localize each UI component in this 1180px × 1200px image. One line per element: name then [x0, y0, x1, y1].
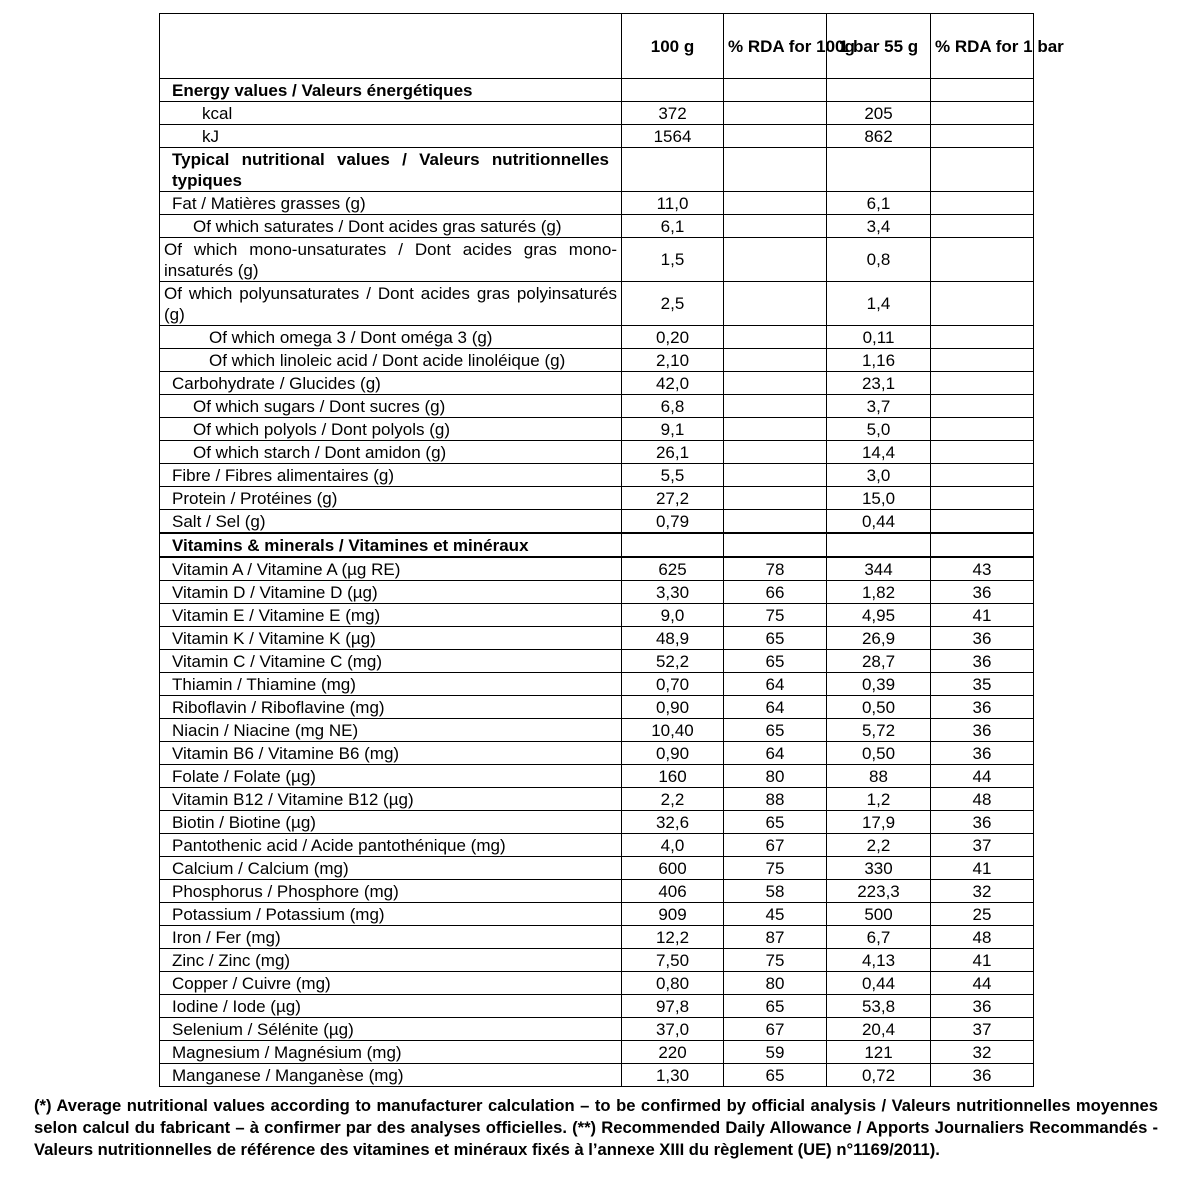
- nutrient-label: Riboflavin / Riboflavine (mg): [160, 696, 622, 719]
- section-heading: Vitamins & minerals / Vitamines et minéraux: [160, 533, 622, 557]
- rda-bar: 41: [931, 604, 1034, 627]
- rda-100g: 58: [724, 880, 827, 903]
- value-100g: 0,79: [622, 510, 724, 534]
- table-row: [160, 627, 1034, 650]
- rda-bar: [931, 510, 1034, 534]
- nutrition-table-body: [160, 14, 1064, 1087]
- empty-cell: [622, 533, 724, 557]
- rda-100g: 65: [724, 627, 827, 650]
- rda-100g: 64: [724, 673, 827, 696]
- nutrient-label: Phosphorus / Phosphore (mg): [160, 880, 622, 903]
- nutrient-label: Zinc / Zinc (mg): [160, 949, 622, 972]
- value-bar: 0,39: [827, 673, 931, 696]
- header-per-100g: 100 g: [622, 14, 724, 79]
- section-energy: [160, 79, 1034, 102]
- value-100g: 4,0: [622, 834, 724, 857]
- value-bar: 6,7: [827, 926, 931, 949]
- rda-bar: [931, 125, 1034, 148]
- rda-bar: 41: [931, 949, 1034, 972]
- table-row: [160, 719, 1034, 742]
- rda-bar: 48: [931, 926, 1034, 949]
- rda-bar: 25: [931, 903, 1034, 926]
- table-row: [160, 926, 1034, 949]
- empty-cell: [827, 533, 931, 557]
- value-bar: 0,11: [827, 326, 931, 349]
- value-100g: 48,9: [622, 627, 724, 650]
- rda-100g: 80: [724, 972, 827, 995]
- empty-cell: [724, 533, 827, 557]
- rda-100g: [724, 372, 827, 395]
- table-row: [160, 238, 1034, 282]
- rda-100g: [724, 238, 827, 282]
- value-bar: 4,95: [827, 604, 931, 627]
- rda-100g: 80: [724, 765, 827, 788]
- rda-bar: [931, 326, 1034, 349]
- table-row: [160, 673, 1034, 696]
- table-row: [160, 418, 1034, 441]
- rda-100g: [724, 464, 827, 487]
- empty-cell: [931, 533, 1034, 557]
- rda-100g: 67: [724, 1018, 827, 1041]
- rda-100g: [724, 510, 827, 534]
- value-bar: 121: [827, 1041, 931, 1064]
- table-row: [160, 604, 1034, 627]
- value-bar: 15,0: [827, 487, 931, 510]
- rda-bar: 35: [931, 673, 1034, 696]
- value-100g: 0,70: [622, 673, 724, 696]
- value-bar: 17,9: [827, 811, 931, 834]
- nutrient-label: Iodine / Iode (µg): [160, 995, 622, 1018]
- nutrient-label: Protein / Protéines (g): [160, 487, 622, 510]
- rda-100g: 65: [724, 650, 827, 673]
- value-bar: 53,8: [827, 995, 931, 1018]
- value-100g: 1,5: [622, 238, 724, 282]
- rda-100g: 45: [724, 903, 827, 926]
- value-bar: 3,4: [827, 215, 931, 238]
- value-100g: 0,20: [622, 326, 724, 349]
- rda-bar: [931, 349, 1034, 372]
- nutrient-label: Vitamin E / Vitamine E (mg): [160, 604, 622, 627]
- table-row: [160, 464, 1034, 487]
- nutrient-label: Manganese / Manganèse (mg): [160, 1064, 622, 1087]
- empty-cell: [724, 79, 827, 102]
- nutrient-label: Vitamin B6 / Vitamine B6 (mg): [160, 742, 622, 765]
- rda-100g: 75: [724, 857, 827, 880]
- rda-100g: 75: [724, 604, 827, 627]
- footnote: (*) Average nutritional values according to manufacturer calculation – to be confirmed by official analysis / Valeurs nutritionnelles moyennes selon calcul du fabricant – à confirmer par des analyses officielles. (**) Recommended Daily Allowance / Apports Journaliers Recommandés - Valeurs nutritionnelles de référence des vitamines et minéraux fixés à l’annexe XIII du règlement (UE) n°1169/2011).: [34, 1096, 1158, 1159]
- nutrient-label: Calcium / Calcium (mg): [160, 857, 622, 880]
- rda-bar: 44: [931, 765, 1034, 788]
- rda-100g: [724, 441, 827, 464]
- rda-100g: 65: [724, 995, 827, 1018]
- header-rda-bar: % RDA for 1 bar: [931, 14, 1034, 79]
- value-bar: 1,82: [827, 581, 931, 604]
- value-bar: 0,72: [827, 1064, 931, 1087]
- value-bar: 20,4: [827, 1018, 931, 1041]
- value-100g: 12,2: [622, 926, 724, 949]
- table-row: [160, 949, 1034, 972]
- value-bar: 3,0: [827, 464, 931, 487]
- rda-bar: [931, 282, 1034, 326]
- value-bar: 3,7: [827, 395, 931, 418]
- nutrient-label: Fat / Matières grasses (g): [160, 192, 622, 215]
- rda-bar: 32: [931, 880, 1034, 903]
- nutrient-label: Biotin / Biotine (µg): [160, 811, 622, 834]
- nutrient-label: Folate / Folate (µg): [160, 765, 622, 788]
- rda-100g: 75: [724, 949, 827, 972]
- empty-cell: [622, 79, 724, 102]
- rda-bar: 36: [931, 650, 1034, 673]
- value-bar: 0,50: [827, 696, 931, 719]
- value-100g: 625: [622, 557, 724, 581]
- value-bar: 14,4: [827, 441, 931, 464]
- rda-bar: 36: [931, 581, 1034, 604]
- rda-100g: 65: [724, 811, 827, 834]
- value-bar: 0,50: [827, 742, 931, 765]
- rda-bar: 48: [931, 788, 1034, 811]
- section-heading: Energy values / Valeurs énergétiques: [160, 79, 622, 102]
- rda-bar: [931, 441, 1034, 464]
- rda-100g: 88: [724, 788, 827, 811]
- value-100g: 97,8: [622, 995, 724, 1018]
- table-row: [160, 510, 1034, 534]
- table-row: [160, 995, 1034, 1018]
- value-100g: 2,10: [622, 349, 724, 372]
- nutrient-label: Of which saturates / Dont acides gras saturés (g): [160, 215, 622, 238]
- table-row: [160, 487, 1034, 510]
- table-row: [160, 650, 1034, 673]
- rda-100g: [724, 192, 827, 215]
- header-per-bar: 1 bar 55 g: [827, 14, 931, 79]
- rda-100g: 66: [724, 581, 827, 604]
- table-row: [160, 441, 1034, 464]
- nutrient-label: Of which polyols / Dont polyols (g): [160, 418, 622, 441]
- value-100g: 406: [622, 880, 724, 903]
- value-bar: 2,2: [827, 834, 931, 857]
- section-typical: [160, 148, 1034, 192]
- nutrient-label: Magnesium / Magnésium (mg): [160, 1041, 622, 1064]
- table-row: [160, 557, 1034, 581]
- nutrient-label: Pantothenic acid / Acide pantothénique (mg): [160, 834, 622, 857]
- value-100g: 52,2: [622, 650, 724, 673]
- rda-100g: [724, 418, 827, 441]
- rda-bar: 43: [931, 557, 1034, 581]
- rda-100g: [724, 125, 827, 148]
- rda-bar: [931, 418, 1034, 441]
- rda-100g: 67: [724, 834, 827, 857]
- table-row: [160, 349, 1034, 372]
- value-100g: 11,0: [622, 192, 724, 215]
- table-row: [160, 192, 1034, 215]
- value-bar: 1,4: [827, 282, 931, 326]
- value-100g: 9,0: [622, 604, 724, 627]
- rda-100g: [724, 215, 827, 238]
- rda-bar: [931, 192, 1034, 215]
- nutrient-label: Carbohydrate / Glucides (g): [160, 372, 622, 395]
- rda-100g: 64: [724, 696, 827, 719]
- value-100g: 10,40: [622, 719, 724, 742]
- value-100g: 6,1: [622, 215, 724, 238]
- value-100g: 5,5: [622, 464, 724, 487]
- value-bar: 26,9: [827, 627, 931, 650]
- rda-bar: [931, 102, 1034, 125]
- value-100g: 7,50: [622, 949, 724, 972]
- value-bar: 4,13: [827, 949, 931, 972]
- table-row: [160, 857, 1034, 880]
- empty-cell: [622, 148, 724, 192]
- nutrient-label: Vitamin B12 / Vitamine B12 (µg): [160, 788, 622, 811]
- rda-100g: 65: [724, 719, 827, 742]
- rda-bar: 36: [931, 995, 1034, 1018]
- rda-bar: 44: [931, 972, 1034, 995]
- nutrient-label: Of which sugars / Dont sucres (g): [160, 395, 622, 418]
- table-row: [160, 1064, 1034, 1087]
- value-bar: 862: [827, 125, 931, 148]
- header-label: [160, 14, 622, 79]
- value-100g: 32,6: [622, 811, 724, 834]
- rda-bar: [931, 215, 1034, 238]
- table-row: [160, 972, 1034, 995]
- value-100g: 27,2: [622, 487, 724, 510]
- value-bar: 1,16: [827, 349, 931, 372]
- empty-cell: [931, 148, 1034, 192]
- nutrient-label: Vitamin D / Vitamine D (µg): [160, 581, 622, 604]
- value-bar: 28,7: [827, 650, 931, 673]
- nutrient-label: Vitamin K / Vitamine K (µg): [160, 627, 622, 650]
- table-row: [160, 215, 1034, 238]
- value-100g: 909: [622, 903, 724, 926]
- rda-100g: [724, 102, 827, 125]
- nutrient-label: Copper / Cuivre (mg): [160, 972, 622, 995]
- rda-bar: 36: [931, 696, 1034, 719]
- nutrient-label: Salt / Sel (g): [160, 510, 622, 534]
- nutrient-label: Vitamin C / Vitamine C (mg): [160, 650, 622, 673]
- value-bar: 330: [827, 857, 931, 880]
- rda-bar: 36: [931, 811, 1034, 834]
- value-bar: 6,1: [827, 192, 931, 215]
- table-row: [160, 742, 1034, 765]
- value-100g: 1,30: [622, 1064, 724, 1087]
- table-row: [160, 765, 1034, 788]
- empty-cell: [827, 148, 931, 192]
- rda-bar: 36: [931, 742, 1034, 765]
- nutrition-table: [159, 13, 1064, 1087]
- rda-100g: [724, 349, 827, 372]
- nutrient-label: Of which linoleic acid / Dont acide linoléique (g): [160, 349, 622, 372]
- rda-bar: [931, 487, 1034, 510]
- value-100g: 3,30: [622, 581, 724, 604]
- nutrient-label: Vitamin A / Vitamine A (µg RE): [160, 557, 622, 581]
- rda-bar: 36: [931, 719, 1034, 742]
- table-row: [160, 125, 1034, 148]
- rda-bar: [931, 238, 1034, 282]
- table-row: [160, 395, 1034, 418]
- table-row: [160, 326, 1034, 349]
- table-row: [160, 880, 1034, 903]
- value-bar: 0,44: [827, 972, 931, 995]
- rda-bar: 37: [931, 834, 1034, 857]
- value-100g: 0,80: [622, 972, 724, 995]
- table-row: [160, 372, 1034, 395]
- value-bar: 205: [827, 102, 931, 125]
- rda-bar: [931, 372, 1034, 395]
- table-row: [160, 903, 1034, 926]
- nutrient-label: Niacin / Niacine (mg NE): [160, 719, 622, 742]
- rda-bar: 37: [931, 1018, 1034, 1041]
- value-bar: 223,3: [827, 880, 931, 903]
- value-100g: 0,90: [622, 742, 724, 765]
- value-100g: 220: [622, 1041, 724, 1064]
- nutrient-label: Potassium / Potassium (mg): [160, 903, 622, 926]
- value-100g: 372: [622, 102, 724, 125]
- value-bar: 500: [827, 903, 931, 926]
- value-100g: 600: [622, 857, 724, 880]
- rda-100g: [724, 326, 827, 349]
- value-100g: 1564: [622, 125, 724, 148]
- table-row: [160, 811, 1034, 834]
- rda-bar: [931, 395, 1034, 418]
- empty-cell: [827, 79, 931, 102]
- value-100g: 26,1: [622, 441, 724, 464]
- nutrient-label: Of which starch / Dont amidon (g): [160, 441, 622, 464]
- value-bar: 0,44: [827, 510, 931, 534]
- rda-100g: [724, 282, 827, 326]
- value-100g: 2,2: [622, 788, 724, 811]
- rda-bar: 36: [931, 1064, 1034, 1087]
- nutrient-label: Iron / Fer (mg): [160, 926, 622, 949]
- value-bar: 23,1: [827, 372, 931, 395]
- table-row: [160, 696, 1034, 719]
- nutrient-label: kcal: [160, 102, 622, 125]
- rda-bar: 36: [931, 627, 1034, 650]
- table-row: [160, 581, 1034, 604]
- value-bar: 5,72: [827, 719, 931, 742]
- rda-100g: [724, 487, 827, 510]
- value-bar: 344: [827, 557, 931, 581]
- rda-100g: 64: [724, 742, 827, 765]
- nutrient-label: Thiamin / Thiamine (mg): [160, 673, 622, 696]
- rda-100g: 59: [724, 1041, 827, 1064]
- value-100g: 2,5: [622, 282, 724, 326]
- value-bar: 1,2: [827, 788, 931, 811]
- rda-100g: 65: [724, 1064, 827, 1087]
- table-row: [160, 1018, 1034, 1041]
- nutrient-label: Of which mono-unsaturates / Dont acides gras mono-insaturés (g): [160, 238, 622, 282]
- section-vitamins: [160, 533, 1034, 557]
- rda-bar: 41: [931, 857, 1034, 880]
- value-100g: 160: [622, 765, 724, 788]
- value-bar: 88: [827, 765, 931, 788]
- value-100g: 42,0: [622, 372, 724, 395]
- rda-100g: 78: [724, 557, 827, 581]
- value-100g: 0,90: [622, 696, 724, 719]
- nutrient-label: Selenium / Sélénite (µg): [160, 1018, 622, 1041]
- empty-cell: [724, 148, 827, 192]
- header-rda-100g: % RDA for 100g: [724, 14, 827, 79]
- value-100g: 6,8: [622, 395, 724, 418]
- value-100g: 9,1: [622, 418, 724, 441]
- nutrient-label: Of which omega 3 / Dont oméga 3 (g): [160, 326, 622, 349]
- table-row: [160, 282, 1034, 326]
- rda-bar: [931, 464, 1034, 487]
- table-row: [160, 788, 1034, 811]
- table-row: [160, 1041, 1034, 1064]
- empty-cell: [931, 79, 1034, 102]
- value-bar: 5,0: [827, 418, 931, 441]
- header-row: [160, 14, 1034, 79]
- value-bar: 0,8: [827, 238, 931, 282]
- value-100g: 37,0: [622, 1018, 724, 1041]
- nutrient-label: Fibre / Fibres alimentaires (g): [160, 464, 622, 487]
- table-row: [160, 102, 1034, 125]
- table-row: [160, 834, 1034, 857]
- section-heading: Typical nutritional values / Valeurs nutritionnelles typiques: [160, 148, 622, 192]
- rda-100g: [724, 395, 827, 418]
- rda-bar: 32: [931, 1041, 1034, 1064]
- rda-100g: 87: [724, 926, 827, 949]
- nutrient-label: kJ: [160, 125, 622, 148]
- nutrient-label: Of which polyunsaturates / Dont acides gras polyinsaturés (g): [160, 282, 622, 326]
